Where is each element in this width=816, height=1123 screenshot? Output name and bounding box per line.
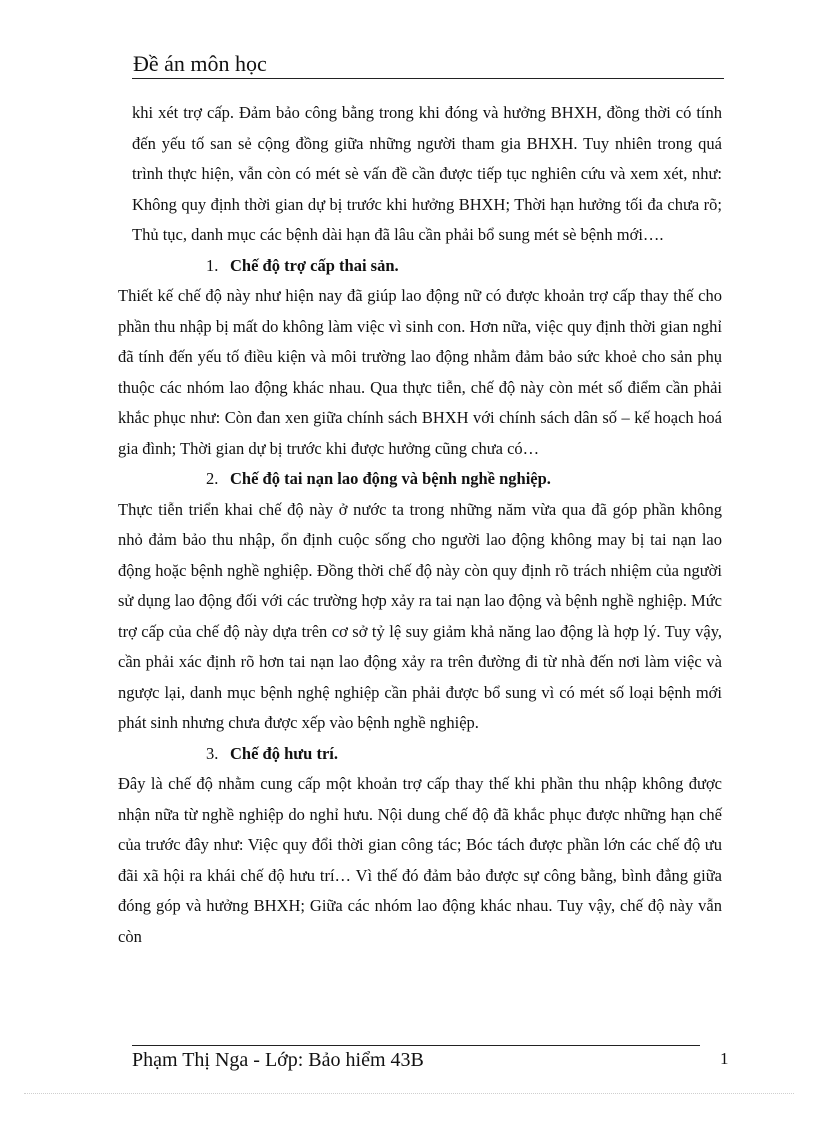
section-heading-2: [132, 464, 722, 495]
header-divider: [132, 78, 724, 79]
section-title-3: Chế độ hưu trí.: [230, 743, 338, 763]
section-number-2: 2.: [206, 469, 219, 488]
section-title-1: Chế độ trợ cấp thai sản.: [230, 255, 399, 275]
section-number-1: 1.: [206, 255, 219, 275]
section-heading-3: [132, 739, 722, 770]
document-body: [118, 98, 722, 952]
paragraph-section-1: Thiết kế chế độ này như hiện nay đã giúp lao động nữ có được khoản trợ cấp thay thế cho phần thu nhập bị mất do không làm việc vì sinh con. Hơn nữa, việc quy định thời gian nghỉ đã tính đến yếu tố điều kiện và môi trường lao động nhằm đảm bảo sức khoẻ cho sản phụ thuộc các nhóm lao động khác nhau. Qua thực tiễn, chế độ này còn mét số điểm cần phải khắc phục như: Còn đan xen giữa chính sách BHXH với chính sách dân số – kế hoạch hoá gia đình; Thời gian dự bị trước khi được hưởng cũng chưa có…: [118, 286, 722, 458]
page-number: 1: [720, 1049, 729, 1068]
page-header-title: Đề án môn học: [133, 51, 267, 76]
paragraph-intro: khi xét trợ cấp. Đảm bảo công bằng trong khi đóng và hưởng BHXH, đồng thời có tính đến yếu tố san sẻ cộng đồng giữa những người tham gia BHXH. Tuy nhiên trong quá trình thực hiện, vẫn còn có mét sè vấn đề cần được tiếp tục nghiên cứu và xem xét, như: Không quy định thời gian dự bị trước khi hưởng BHXH; Thời hạn hưởng tối đa chưa rõ; Thủ tục, danh mục các bệnh dài hạn đã lâu cần phải bổ sung mét sè bệnh mới….: [132, 103, 722, 244]
section-title-2: Chế độ tai nạn lao động và bệnh nghề nghiệp.: [230, 469, 551, 488]
section-heading-1: [132, 251, 722, 282]
paragraph-section-2: Thực tiễn triển khai chế độ này ở nước ta trong những năm vừa qua đã góp phần không nhỏ đảm bảo thu nhập, ổn định cuộc sống cho người lao động không may bị tai nạn lao động hoặc bệnh nghề nghiệp. Đồng thời chế độ này còn quy định rõ trách nhiệm của người sử dụng lao động đối với các trường hợp xảy ra tai nạn lao động và bệnh nghề nghiệp. Mức trợ cấp của chế độ này dựa trên cơ sở tỷ lệ suy giảm khả năng lao động là hợp lý. Tuy vậy, cần phải xác định rõ hơn tai nạn lao động xảy ra trên đường đi từ nhà đến nơi làm việc và ngược lại, danh mục bệnh nghệ nghiệp cần phải được bổ sung vì có mét số loại bệnh mới phát sinh nhưng chưa được xếp vào bệnh nghề nghiệp.: [118, 499, 722, 732]
page-footer-author: Phạm Thị Nga - Lớp: Bảo hiểm 43B: [132, 1049, 424, 1071]
paragraph-section-3: Đây là chế độ nhằm cung cấp một khoản trợ cấp thay thế khi phần thu nhập không được nhận nữa từ nghề nghiệp do nghỉ hưu. Nội dung chế độ đã khắc phục được những hạn chế của trước đây như: Việc quy đổi thời gian công tác; Bóc tách được phần lớn các chế độ ưu đãi xã hội ra khái chế độ hưu trí… Vì thế đó đảm bảo được sự công bằng, bình đẳng giữa đóng góp và hưởng BHXH; Giữa các nhóm lao động khác nhau. Tuy vậy, chế độ này vẫn còn: [118, 774, 722, 946]
page-bottom-edge: [24, 1093, 794, 1094]
section-number-3: 3.: [206, 743, 219, 763]
